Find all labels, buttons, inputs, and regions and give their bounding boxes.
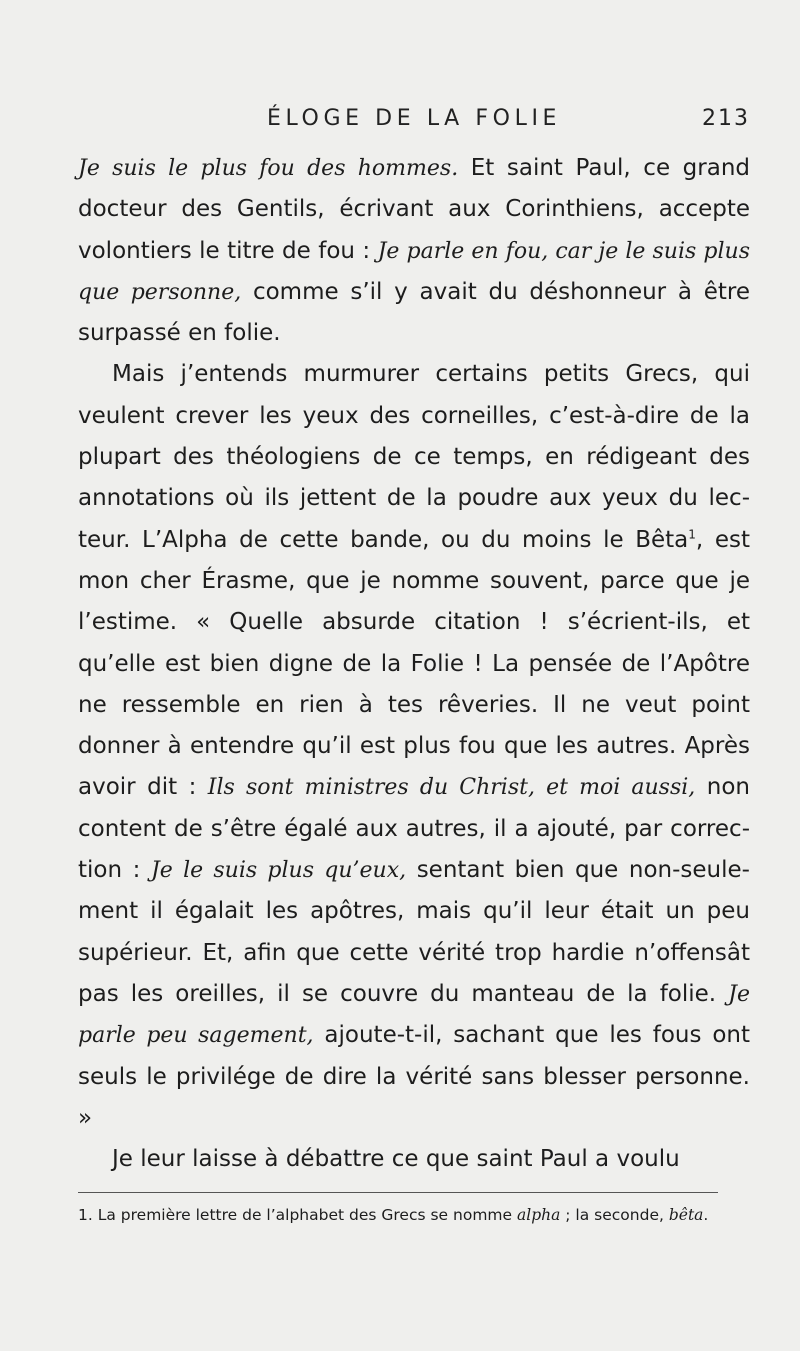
footnote-text: La première lettre de l’alphabet des Grecs se nomme: [92, 1206, 517, 1225]
italic-quote: Ils sont ministres du Christ, et moi aussi,: [207, 775, 696, 801]
text-run: sentant bien que non-seulement il égalait les apôtres, mais qu’il leur était un peu supérieur. Et, afin que cette vérité trop hardie n’offensât pas les oreilles, il se couvre du manteau de la folie.: [78, 857, 750, 1007]
running-head: [78, 102, 750, 142]
italic-quote: Je parle en fou, car je le suis plus que personne,: [78, 238, 750, 305]
text-run: Mais j’entends murmurer certains petits Grecs, qui veulent crever les yeux des corneilles, c’est-à-dire de la plupart des théologiens de ce temps, en rédigeant des annotations où ils jettent de la poudre aux yeux du lecteur. L’Alpha de cette bande, ou du moins le Bêta: [78, 361, 750, 553]
paragraph-2: [78, 354, 750, 1139]
footnote-italic: alpha: [517, 1206, 561, 1225]
italic-quote: Je parle peu sagement,: [78, 981, 750, 1049]
footnote-divider: [78, 1192, 718, 1193]
paragraph-1: [78, 148, 750, 354]
text-run: ajoute-t-il, sachant que les fous ont seuls le privilége de dire la vérité sans blesser personne. »: [78, 1022, 750, 1131]
footnote: [78, 1203, 750, 1227]
footnote-text: ; la seconde,: [560, 1206, 669, 1225]
text-run: , est mon cher Érasme, que je nomme souvent, parce que je l’estime. « Quelle absurde citation ! s’écrient-ils, et qu’elle est bien digne de la Folie ! La pensée de l’Apôtre ne ressemble en rien à tes rêveries. Il ne veut point donner à entendre qu’il est plus fou que les autres. Après avoir dit :: [78, 526, 750, 801]
text-run: Je leur laisse à débattre ce que saint Paul a voulu: [112, 1146, 680, 1173]
footnote-reference[interactable]: 1: [688, 527, 696, 542]
text-run: non content de s’être égalé aux autres, il a ajouté, par correction :: [78, 774, 750, 884]
page-number: 213: [702, 106, 750, 131]
italic-quote: Je le suis plus qu’eux,: [150, 858, 407, 884]
paragraph-3: [78, 1139, 750, 1180]
running-title: ÉLOGE DE LA FOLIE: [266, 106, 562, 131]
text-run: comme s’il y avait du déshonneur à être surpassé en folie.: [78, 278, 750, 347]
body-text: [78, 148, 750, 1180]
footnote-number: 1.: [78, 1206, 93, 1225]
text-run: Et saint Paul, ce grand docteur des Gentils, écrivant aux Corinthiens, accepte volontiers le titre de fou :: [78, 155, 751, 264]
italic-quote: Je suis le plus fou des hommes.: [78, 156, 459, 181]
book-page: [78, 102, 750, 1227]
footnote-text: .: [703, 1206, 709, 1225]
footnote-italic: bêta: [668, 1206, 704, 1225]
